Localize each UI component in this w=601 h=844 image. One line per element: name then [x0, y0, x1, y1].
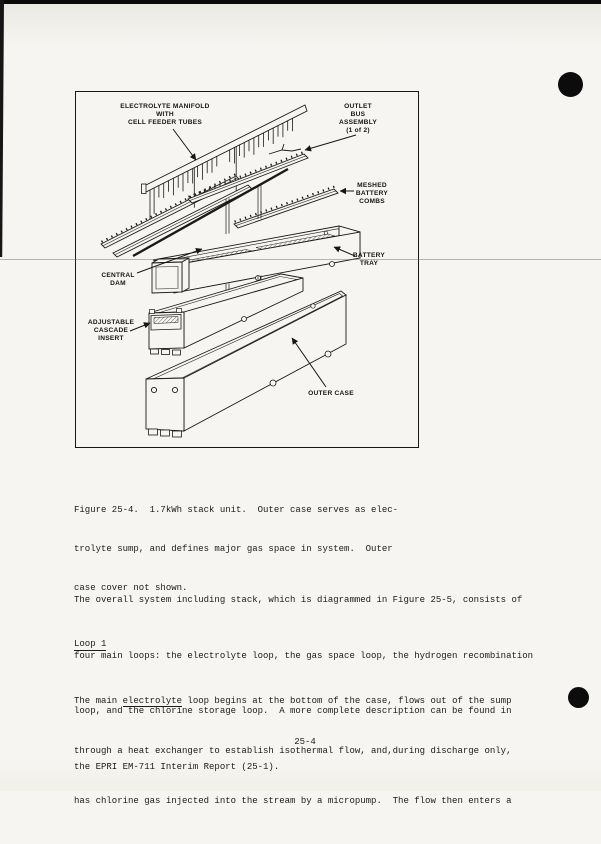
- svg-text:(1 of 2): (1 of 2): [346, 127, 370, 134]
- svg-text:ASSEMBLY: ASSEMBLY: [338, 119, 378, 126]
- label-outlet-bus: OUTLET: [344, 103, 372, 110]
- body-line: The main electrolyte loop begins at the bottom of the case, flows out of the sump: [74, 695, 512, 706]
- stack-unit-exploded-diagram: [76, 92, 418, 447]
- svg-text:DAM: DAM: [110, 280, 126, 287]
- label-insert: ADJUSTABLE: [87, 319, 135, 326]
- body-line: has chlorine gas injected into the stream by a micropump. The flow then enters a: [74, 796, 512, 807]
- caption-line: case cover not shown.: [74, 583, 188, 593]
- arrow-manifold: [173, 129, 196, 160]
- case-foot: [161, 430, 170, 436]
- body-line: four main loops: the electrolyte loop, the gas space loop, the hydrogen recombination: [74, 650, 534, 661]
- svg-text:WITH: WITH: [156, 111, 174, 118]
- manifold-end-cap: [142, 184, 147, 194]
- body-line: the EPRI EM-711 Interim Report (25-1).: [74, 761, 280, 772]
- tray-hole: [324, 231, 328, 235]
- svg-text:BUS: BUS: [350, 111, 366, 118]
- page-number: 25-4: [294, 737, 316, 747]
- cascade-notch: [177, 309, 182, 313]
- scan-edge-left: [0, 0, 4, 257]
- caption-line: Figure 25-4. 1.7kWh stack unit. Outer case serves as elec-: [74, 505, 399, 515]
- tray-foot: [330, 262, 335, 267]
- caption-line: trolyte sump, and defines major gas space in system. Outer: [74, 544, 393, 554]
- figure-25-4-box: [75, 91, 419, 448]
- case-hole: [151, 387, 156, 392]
- label-manifold: ELECTROLYTE MANIFOLD: [120, 103, 210, 110]
- section-heading-text: Loop 1: [74, 639, 107, 649]
- body-paragraph-2: [74, 659, 512, 844]
- svg-text:BATTERY: BATTERY: [355, 190, 389, 197]
- comb-teeth: [102, 174, 237, 242]
- underlined-word: electrolyte: [122, 695, 183, 706]
- arrow-outlet-bus: [305, 135, 356, 150]
- svg-text:CELL FEEDER TUBES: CELL FEEDER TUBES: [127, 119, 203, 126]
- svg-text:TRAY: TRAY: [359, 260, 379, 267]
- svg-text:INSERT: INSERT: [98, 335, 124, 342]
- body-line: through a heat exchanger to establish isothermal flow, and,during discharge only,: [74, 745, 512, 756]
- case-foot: [173, 431, 182, 437]
- cascade-foot: [173, 350, 181, 355]
- svg-text:CASCADE: CASCADE: [93, 327, 129, 334]
- case-left-face: [146, 378, 184, 431]
- cascade-foot: [151, 349, 159, 354]
- label-tray: BATTERY: [352, 252, 386, 259]
- body-line: The overall system including stack, which is diagrammed in Figure 25-5, consists of: [74, 595, 523, 605]
- cascade-notch: [150, 310, 155, 314]
- label-dam: CENTRAL: [101, 272, 135, 279]
- case-hole: [172, 387, 177, 392]
- cascade-bump: [242, 317, 247, 322]
- svg-text:COMBS: COMBS: [359, 198, 385, 205]
- section-heading: [74, 639, 106, 649]
- central-dam: [152, 258, 189, 293]
- outlet-bus: [269, 144, 301, 154]
- punch-hole-top: [558, 72, 583, 97]
- case-foot: [149, 429, 158, 435]
- scan-line-artifact: [0, 259, 601, 260]
- comb-rail: [234, 189, 338, 228]
- cascade-foot: [162, 350, 170, 355]
- case-bump: [270, 380, 276, 386]
- body-line: loop, and the chlorine storage loop. A more complete description can be found in: [74, 706, 512, 716]
- scan-edge-top: [0, 0, 601, 4]
- punch-hole-bottom: [568, 687, 589, 708]
- cascade-insert-serrations: [154, 317, 178, 324]
- label-outer-case: OUTER CASE: [308, 390, 354, 397]
- case-hole: [311, 304, 315, 308]
- case-bump: [325, 351, 331, 357]
- label-combs: MESHED: [357, 182, 387, 189]
